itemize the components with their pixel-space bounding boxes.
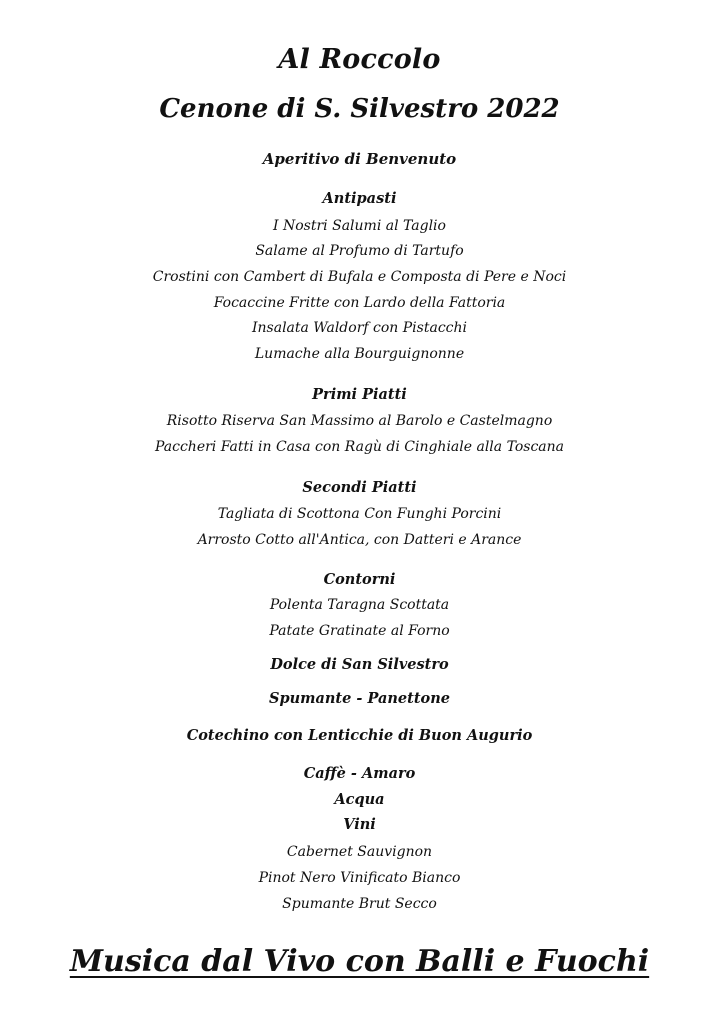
spumante-panettone-line: Spumante - Panettone bbox=[269, 690, 450, 707]
antipasti-heading: Antipasti bbox=[322, 190, 397, 207]
primi-item: Paccheri Fatti in Casa con Ragù di Cinghiale alla Toscana bbox=[154, 439, 564, 455]
cotechino-line: Cotechino con Lenticchie di Buon Augurio bbox=[186, 727, 533, 744]
vini-heading: Vini bbox=[343, 816, 376, 833]
secondi-heading: Secondi Piatti bbox=[302, 479, 417, 496]
caffe-line: Caffè - Amaro bbox=[303, 765, 416, 782]
vini-item: Cabernet Sauvignon bbox=[286, 844, 433, 860]
restaurant-name: Al Roccolo bbox=[278, 44, 441, 75]
contorni-item: Polenta Taragna Scottata bbox=[269, 597, 450, 613]
vini-item: Pinot Nero Vinificato Bianco bbox=[258, 870, 461, 886]
acqua-line: Acqua bbox=[334, 791, 385, 808]
antipasti-item: Crostini con Cambert di Bufala e Composta di Pere e Noci bbox=[152, 269, 567, 285]
dolce-line: Dolce di San Silvestro bbox=[270, 656, 449, 673]
vini-item: Spumante Brut Secco bbox=[282, 896, 437, 912]
primi-heading: Primi Piatti bbox=[312, 386, 407, 403]
event-title: Cenone di S. Silvestro 2022 bbox=[159, 94, 560, 124]
footer-text: Musica dal Vivo con Balli e Fuochi bbox=[69, 944, 650, 979]
primi-item: Risotto Riserva San Massimo al Barolo e Castelmagno bbox=[166, 413, 553, 429]
contorni-item: Patate Gratinate al Forno bbox=[269, 623, 450, 639]
antipasti-item: Focaccine Fritte con Lardo della Fattoria bbox=[213, 295, 506, 311]
secondi-item: Tagliata di Scottona Con Funghi Porcini bbox=[217, 506, 502, 522]
secondi-item: Arrosto Cotto all'Antica, con Datteri e Arance bbox=[197, 532, 522, 548]
footer-banner bbox=[0, 944, 719, 979]
antipasti-item: Lumache alla Bourguignonne bbox=[254, 346, 465, 362]
welcome-aperitif: Aperitivo di Benvenuto bbox=[262, 150, 457, 168]
contorni-heading: Contorni bbox=[323, 571, 396, 588]
antipasti-item: Insalata Waldorf con Pistacchi bbox=[251, 320, 467, 336]
antipasti-item: I Nostri Salumi al Taglio bbox=[273, 218, 446, 234]
antipasti-item: Salame al Profumo di Tartufo bbox=[255, 243, 464, 259]
